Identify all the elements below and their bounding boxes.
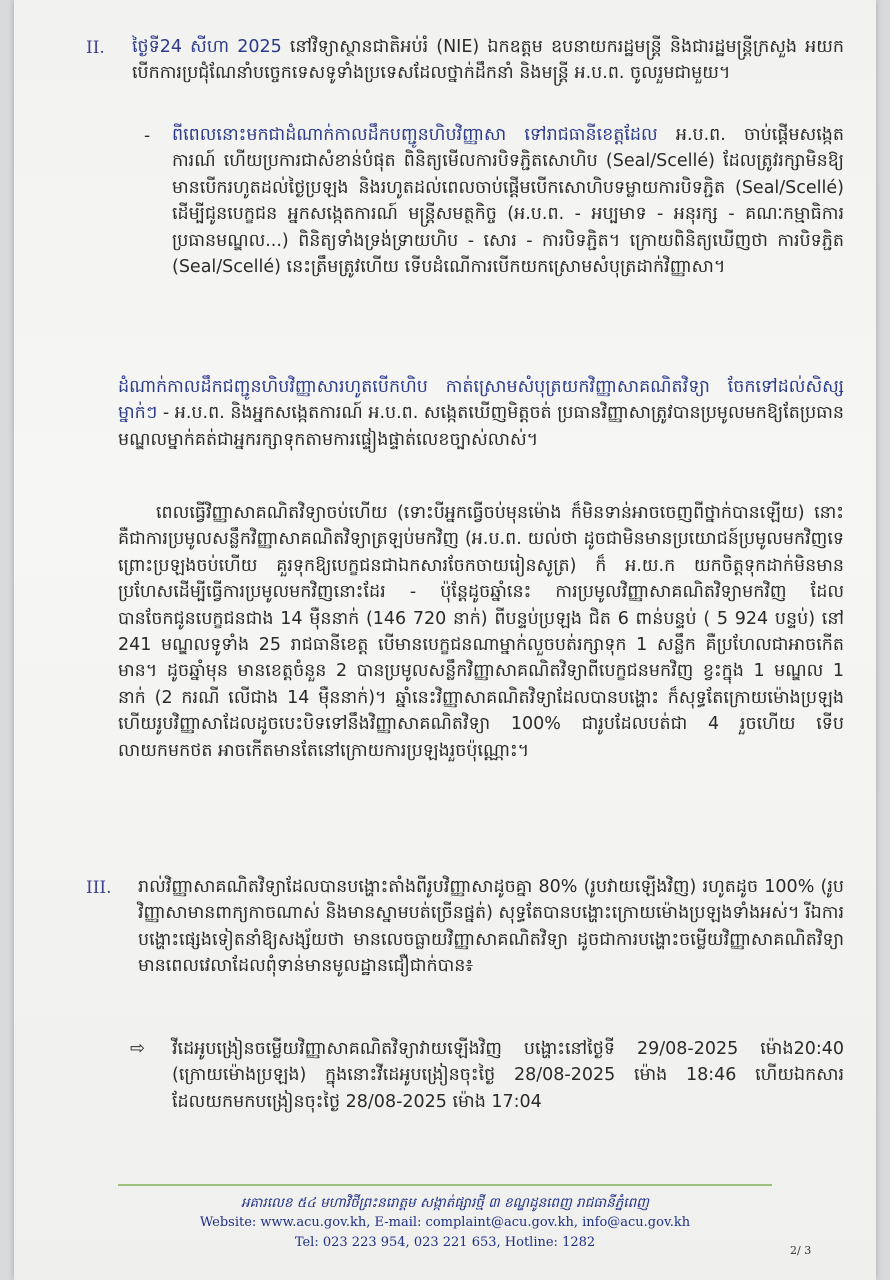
page-number: 2/ 3 — [790, 1244, 812, 1257]
section-3-text: រាល់វិញ្ញាសាគណិតវិទ្យាដែលបានបង្ហោះតាំងពីរូបវិញ្ញាសាដូចគ្នា 80% (រូបវាយឡើងវិញ) រហូតដូច 100% (រូបវិញ្ញាសាមានពាក្យកាចណាស់ និងមានស្នាមបត់ច្រើនផ្នត់) សុទ្ធតែបានបង្ហោះក្រោយម៉ោងប្រឡងទាំងអស់។ រីឯការបង្ហោះផ្សេងទៀតនាំឱ្យសង្ស័យថា មានលេចធ្លាយវិញ្ញាសាគណិតវិទ្យា ដូចជាការបង្ហោះចម្លើយវិញ្ញាសាគណិតវិទ្យា មានពេលវេលាដែលពុំទាន់មានមូលដ្ឋានជឿជាក់បាន៖ — [138, 877, 844, 977]
footer-phone: Tel: 023 223 954, 023 221 653, Hotline: 1282 — [294, 1235, 596, 1250]
section-2-bullet-text: អ.ប.ព. ចាប់ផ្តើមសង្កេតការណ៍ ហើយប្រការជាសំខាន់បំផុត ពិនិត្យមើលការបិទភ្ជិតសោហិប (Seal/Scellé) ដែលត្រូវរក្សាមិនឱ្យមានបើករហូតដល់ថ្ងៃប្រឡង និងរហូតដល់ពេលចាប់ផ្តើមបើកសោហិបទម្លាយការបិទភ្ជិត (Seal/Scellé) ដើម្បីជូនបេក្ខជន អ្នកសង្កេតការណ៍ មន្ត្រីសមត្ថកិច្ច (អ.ប.ព. - អប្បមាទ - អនុរក្ស - គណៈកម្មាធិការ ប្រធានមណ្ឌល...) ពិនិត្យទាំងទ្រង់ទ្រាយហិប - សោរ - ការបិទភ្ជិត។ ក្រោយពិនិត្យឃើញថា ការបិទភ្ជិត (Seal/Scellé) នេះត្រឹមត្រូវហើយ ទើបដំណើការបើកយកស្រោមសំបុត្រដាក់វិញ្ញាសា។ — [172, 125, 844, 278]
section-numeral-2: II. — [86, 38, 105, 58]
distribution-text: - អ.ប.ព. និងអ្នកសង្កេតការណ៍ អ.ប.ព. សង្កេតឃើញមិត្តចត់ ប្រធានវិញ្ញាសាត្រូវបានប្រមូលមកឱ្យតែប្រធានមណ្ឌលម្នាក់គត់ជាអ្នករក្សាទុកតាមការផ្ទៀងផ្ទាត់លេខច្បាស់លាស់។ — [118, 403, 844, 450]
distribution-highlight: ដំណាក់កាលដឹកជញ្ជូនហិបវិញ្ញាសារហូតបើកហិប កាត់ស្រោមសំបុត្រយកវិញ្ញាសាគណិតវិទ្យា ចែកទៅដល់សិស្សម្នាក់ៗ — [118, 377, 844, 424]
footer — [118, 1193, 772, 1253]
section-2-bullet-highlight: ពីពេលនោះមកជាដំណាក់កាលដឹកបញ្ជូនហិបវិញ្ញាសា ទៅរាជធានីខេត្តដែល — [172, 125, 658, 145]
footer-rule — [118, 1184, 772, 1186]
document-page — [14, 0, 876, 1280]
bullet-dash: - — [144, 126, 151, 146]
section-2-date-highlight: ថ្ងៃទី24 សីហា 2025 — [132, 37, 282, 57]
section-2-intro — [132, 34, 844, 87]
section-2-intro-text: នៅវិទ្យាស្ថានជាតិអប់រំ (NIE) ឯកឧត្តម ឧបនាយករដ្ឋមន្ត្រី និងជារដ្ឋមន្ត្រីក្រសួង អយក បើកការប្រជុំណែនាំបច្ចេកទេសទូទាំងប្រទេសដែលថ្នាក់ដឹកនាំ និងមន្ត្រី អ.ប.ព. ចូលរួមជាមួយ។ — [132, 37, 844, 84]
section-numeral-3: III. — [86, 878, 112, 898]
footer-address: អគារលេខ ៥៤ មហាវិថីព្រះនរោត្តម សង្កាត់ផ្សារថ្មី ៣ ខណ្ឌដូនពេញ រាជធានីភ្នំពេញ — [240, 1195, 649, 1211]
after-exam-paragraph: ពេលធ្វើវិញ្ញាសាគណិតវិទ្យាចប់ហើយ (ទោះបីអ្នកធ្វើចប់មុនម៉ោង ក៏មិនទាន់អាចចេញពីថ្នាក់បានឡើយ) នោះ គឺជាការប្រមូលសន្លឹកវិញ្ញាសាគណិតវិទ្យាត្រឡប់មកវិញ (អ.ប.ព. យល់ថា ដូចជាមិនមានប្រយោជន៍ប្រមូលមកវិញទេ ព្រោះប្រឡងចប់ហើយ គួរទុកឱ្យបេក្ខជនជាឯកសារចែកចាយរៀនសូត្រ) ក៏ អ.យ.ក យកចិត្តទុកដាក់មិនមានប្រហែសដើម្បីធ្វើការប្រមូលមកវិញនោះដែរ - ប៉ុន្តែដូចឆ្នាំនេះ ការប្រមូលវិញ្ញាសាគណិតវិទ្យាមកវិញ ដែលបានចែកជូនបេក្ខជនជាង 14 ម៉ឺននាក់ (146 720 នាក់) ពីបន្ទប់ប្រឡង ជិត 6 ពាន់បន្ទប់ ( 5 924 បន្ទប់) នៅ 241 មណ្ឌលទូទាំង 25 រាជធានីខេត្ត បើមានបេក្ខជនណាម្នាក់លួចបត់រក្សាទុក 1 សន្លឹក គឺប្រហែលជាអាចកើតមាន។ ដូចឆ្នាំមុន មានខេត្តចំនួន 2 បានប្រមូលសន្លឹកវិញ្ញាសាគណិតវិទ្យាពីបេក្ខជនមកវិញ ខ្វះក្នុង 1 មណ្ឌល 1 នាក់ (2 ករណី លើជាង 14 ម៉ឺននាក់)។ ឆ្នាំនេះវិញ្ញាសាគណិតវិទ្យាដែលបានបង្ហោះ ក៏សុទ្ធតែក្រោយម៉ោងប្រឡង ហើយរូបវិញ្ញាសាដែលដូចបេះបិទទៅនឹងវិញ្ញាសាគណិតវិទ្យា 100% ជារូបដែលបត់ជា 4 រួចហើយ ទើបលាយកមកថត អាចកើតមានតែនៅក្រោយការប្រឡងរួចប៉ុណ្ណោះ។ — [118, 503, 844, 761]
arrow-right-icon: ⇨ — [130, 1038, 146, 1059]
section-2-bullet — [172, 122, 844, 280]
section-3-arrow-item: វីដេអូបង្រៀនចម្លើយវិញ្ញាសាគណិតវិទ្យាវាយឡើងវិញ បង្ហោះនៅថ្ងៃទី 29/08-2025 ម៉ោង20:40 (ក្រោយម៉ោងប្រឡង) ក្នុងនោះវីដេអូបង្រៀនចុះថ្ងៃ 28/08-2025 ម៉ោង 18:46 ហើយឯកសារដែលយកមកបង្រៀនចុះថ្ងៃ 28/08-2025 ម៉ោង 17:04 — [172, 1039, 844, 1112]
distribution-paragraph — [118, 374, 844, 453]
footer-web-email: Website: www.acu.gov.kh, E-mail: complaint@acu.gov.kh, info@acu.gov.kh — [199, 1215, 691, 1230]
